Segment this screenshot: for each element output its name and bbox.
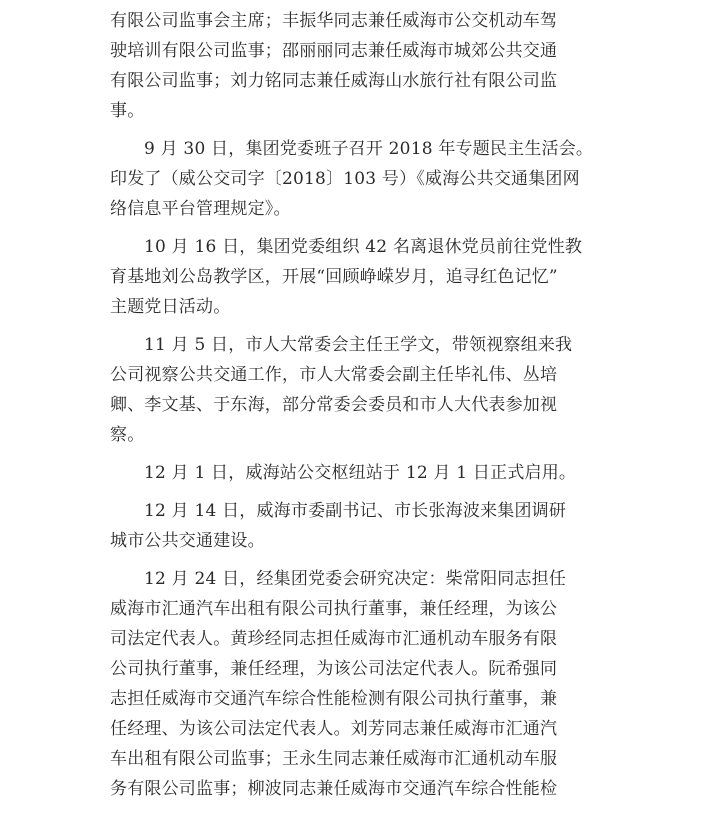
text-line: 城市公共交通建设。 <box>110 531 265 551</box>
text-line: 9 月 30 日，集团党委班子召开 2018 年专题民主生活会。 <box>144 139 594 159</box>
paragraph-3 <box>110 232 610 322</box>
text-line: 10 月 16 日，集团党委组织 42 名离退休党员前往党性教 <box>144 237 583 257</box>
text-line: 有限公司监事；刘力铭同志兼任威海山水旅行社有限公司监 <box>110 71 558 91</box>
text-line: 务有限公司监事；柳波同志兼任威海市交通汽车综合性能检 <box>110 779 558 799</box>
text-line: 公司执行董事，兼任经理，为该公司法定代表人。阮希强同 <box>110 659 558 679</box>
text-line: 有限公司监事会主席；丰振华同志兼任威海市公交机动车驾 <box>110 11 558 31</box>
paragraph-4 <box>110 330 610 450</box>
text-line: 任经理、为该公司法定代表人。刘芳同志兼任威海市汇通汽 <box>110 719 558 739</box>
text-line: 12 月 24 日，经集团党委会研究决定：柴常阳同志担任 <box>144 569 567 589</box>
paragraph-1 <box>110 6 610 126</box>
text-line: 印发了（威公交司字〔2018〕103 号）《威海公共交通集团网 <box>110 169 580 189</box>
text-line: 察。 <box>110 425 145 445</box>
paragraph-2 <box>110 134 610 224</box>
text-line: 驶培训有限公司监事；邵丽丽同志兼任威海市城郊公共交通 <box>110 41 558 61</box>
text-line: 威海市汇通汽车出租有限公司执行董事，兼任经理，为该公 <box>110 599 558 619</box>
paragraph-6 <box>110 496 610 556</box>
text-line: 11 月 5 日，市人大常委会主任王学文，带领视察组来我 <box>144 335 573 355</box>
text-line: 事。 <box>110 101 145 121</box>
text-line: 司法定代表人。黄珍经同志担任威海市汇通机动车服务有限 <box>110 629 558 649</box>
text-line: 络信息平台管理规定》。 <box>110 199 291 219</box>
text-line: 12 月 14 日，威海市委副书记、市长张海波来集团调研 <box>144 501 567 521</box>
text-line: 12 月 1 日，威海站公交枢纽站于 12 月 1 日正式启用。 <box>144 463 577 483</box>
text-line: 车出租有限公司监事；王永生同志兼任威海市汇通机动车服 <box>110 749 558 769</box>
paragraph-7 <box>110 564 610 804</box>
text-line: 主题党日活动。 <box>110 297 231 317</box>
text-line: 卿、李文基、于东海，部分常委会委员和市人大代表参加视 <box>110 395 558 415</box>
document-body <box>110 6 610 804</box>
text-line: 育基地刘公岛教学区，开展“回顾峥嵘岁月，追寻红色记忆” <box>110 267 558 287</box>
text-line: 志担任威海市交通汽车综合性能检测有限公司执行董事，兼 <box>110 689 558 709</box>
text-line: 公司视察公共交通工作，市人大常委会副主任毕礼伟、丛培 <box>110 365 558 385</box>
paragraph-5 <box>110 458 610 488</box>
